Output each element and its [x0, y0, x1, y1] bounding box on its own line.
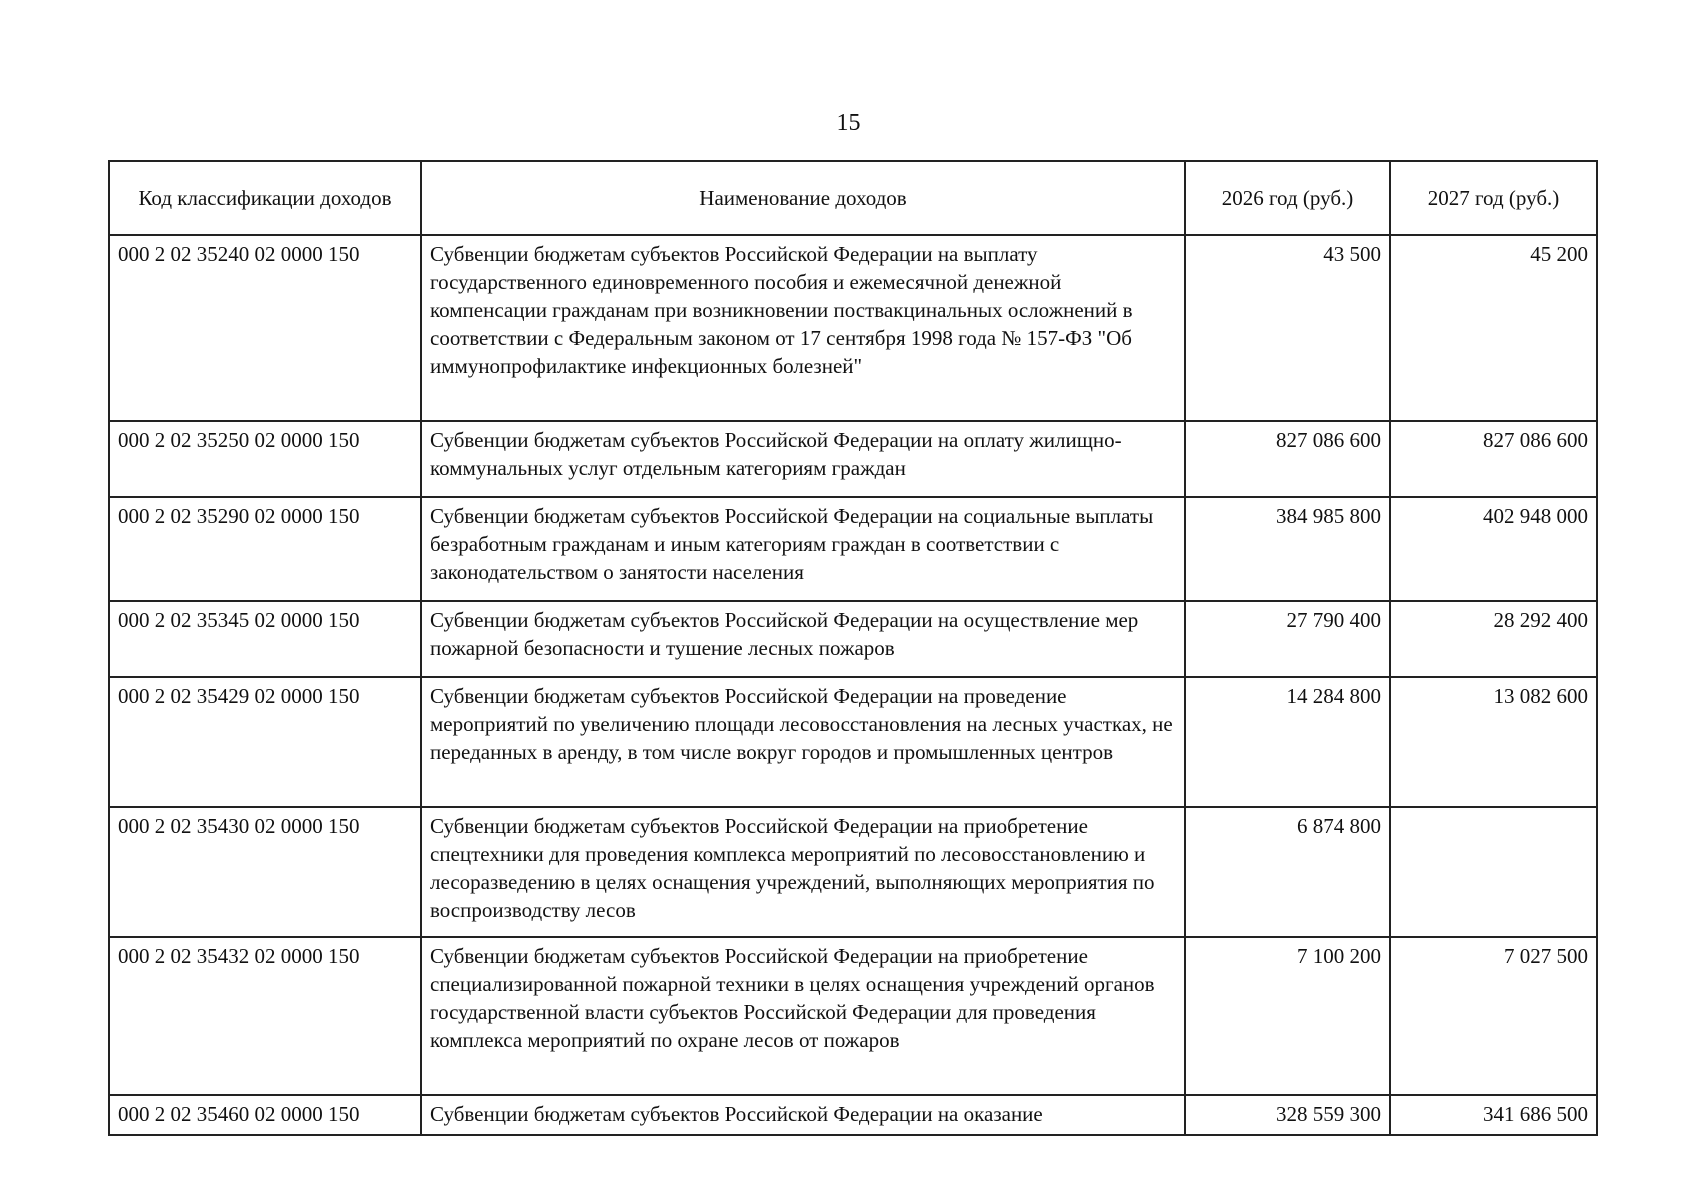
row-2026: 6 874 800: [1185, 807, 1390, 937]
income-table: [108, 160, 1598, 1136]
row-code: 000 2 02 35290 02 0000 150: [109, 497, 421, 601]
row-2027: 341 686 500: [1390, 1095, 1597, 1135]
row-name: Субвенции бюджетам субъектов Российской Федерации на проведение мероприятий по увеличению площади лесовосстановления на лесных участках, не переданных в аренду, в том числе вокруг городов и промышленных центров: [421, 677, 1185, 807]
row-2026: 384 985 800: [1185, 497, 1390, 601]
table-row: [109, 807, 1597, 937]
row-code: 000 2 02 35429 02 0000 150: [109, 677, 421, 807]
page-number: 15: [836, 110, 861, 136]
row-2027: [1390, 807, 1597, 937]
row-name: Субвенции бюджетам субъектов Российской Федерации на социальные выплаты безработным гражданам и иным категориям граждан в соответствии с законодательством о занятости населения: [421, 497, 1185, 601]
row-2026: 7 100 200: [1185, 937, 1390, 1095]
table-row: [109, 1095, 1597, 1135]
table-row: [109, 235, 1597, 421]
row-code: 000 2 02 35460 02 0000 150: [109, 1095, 421, 1135]
row-2027: 827 086 600: [1390, 421, 1597, 497]
row-2027: 28 292 400: [1390, 601, 1597, 677]
table-header-row: [109, 161, 1597, 235]
table-row: [109, 601, 1597, 677]
row-2027: 13 082 600: [1390, 677, 1597, 807]
row-name: Субвенции бюджетам субъектов Российской Федерации на оплату жилищно-коммунальных услуг отдельным категориям граждан: [421, 421, 1185, 497]
header-code: Код классификации доходов: [109, 161, 421, 235]
row-name: Субвенции бюджетам субъектов Российской Федерации на выплату государственного единовременного пособия и ежемесячной денежной компенсации гражданам при возникновении поствакцинальных осложнений в соответствии с Федеральным законом от 17 сентября 1998 года № 157-ФЗ "Об иммунопрофилактике инфекционных болезней": [421, 235, 1185, 421]
header-name: Наименование доходов: [421, 161, 1185, 235]
row-2026: 827 086 600: [1185, 421, 1390, 497]
row-code: 000 2 02 35432 02 0000 150: [109, 937, 421, 1095]
row-code: 000 2 02 35240 02 0000 150: [109, 235, 421, 421]
row-2026: 27 790 400: [1185, 601, 1390, 677]
row-name: Субвенции бюджетам субъектов Российской Федерации на приобретение специализированной пожарной техники в целях оснащения учреждений органов государственной власти субъектов Российской Федерации для проведения комплекса мероприятий по охране лесов от пожаров: [421, 937, 1185, 1095]
row-code: 000 2 02 35250 02 0000 150: [109, 421, 421, 497]
row-code: 000 2 02 35345 02 0000 150: [109, 601, 421, 677]
row-2026: 328 559 300: [1185, 1095, 1390, 1135]
table-row: [109, 421, 1597, 497]
row-name: Субвенции бюджетам субъектов Российской Федерации на приобретение спецтехники для проведения комплекса мероприятий по лесовосстановлению и лесоразведению в целях оснащения учреждений, выполняющих мероприятия по воспроизводству лесов: [421, 807, 1185, 937]
row-2027: 402 948 000: [1390, 497, 1597, 601]
table-row: [109, 677, 1597, 807]
row-code: 000 2 02 35430 02 0000 150: [109, 807, 421, 937]
row-2027: 45 200: [1390, 235, 1597, 421]
row-2026: 14 284 800: [1185, 677, 1390, 807]
table-row: [109, 937, 1597, 1095]
header-2027: 2027 год (руб.): [1390, 161, 1597, 235]
header-2026: 2026 год (руб.): [1185, 161, 1390, 235]
row-name: Субвенции бюджетам субъектов Российской Федерации на осуществление мер пожарной безопасности и тушение лесных пожаров: [421, 601, 1185, 677]
row-2027: 7 027 500: [1390, 937, 1597, 1095]
table-row: [109, 497, 1597, 601]
row-name: Субвенции бюджетам субъектов Российской Федерации на оказание: [421, 1095, 1185, 1135]
row-2026: 43 500: [1185, 235, 1390, 421]
